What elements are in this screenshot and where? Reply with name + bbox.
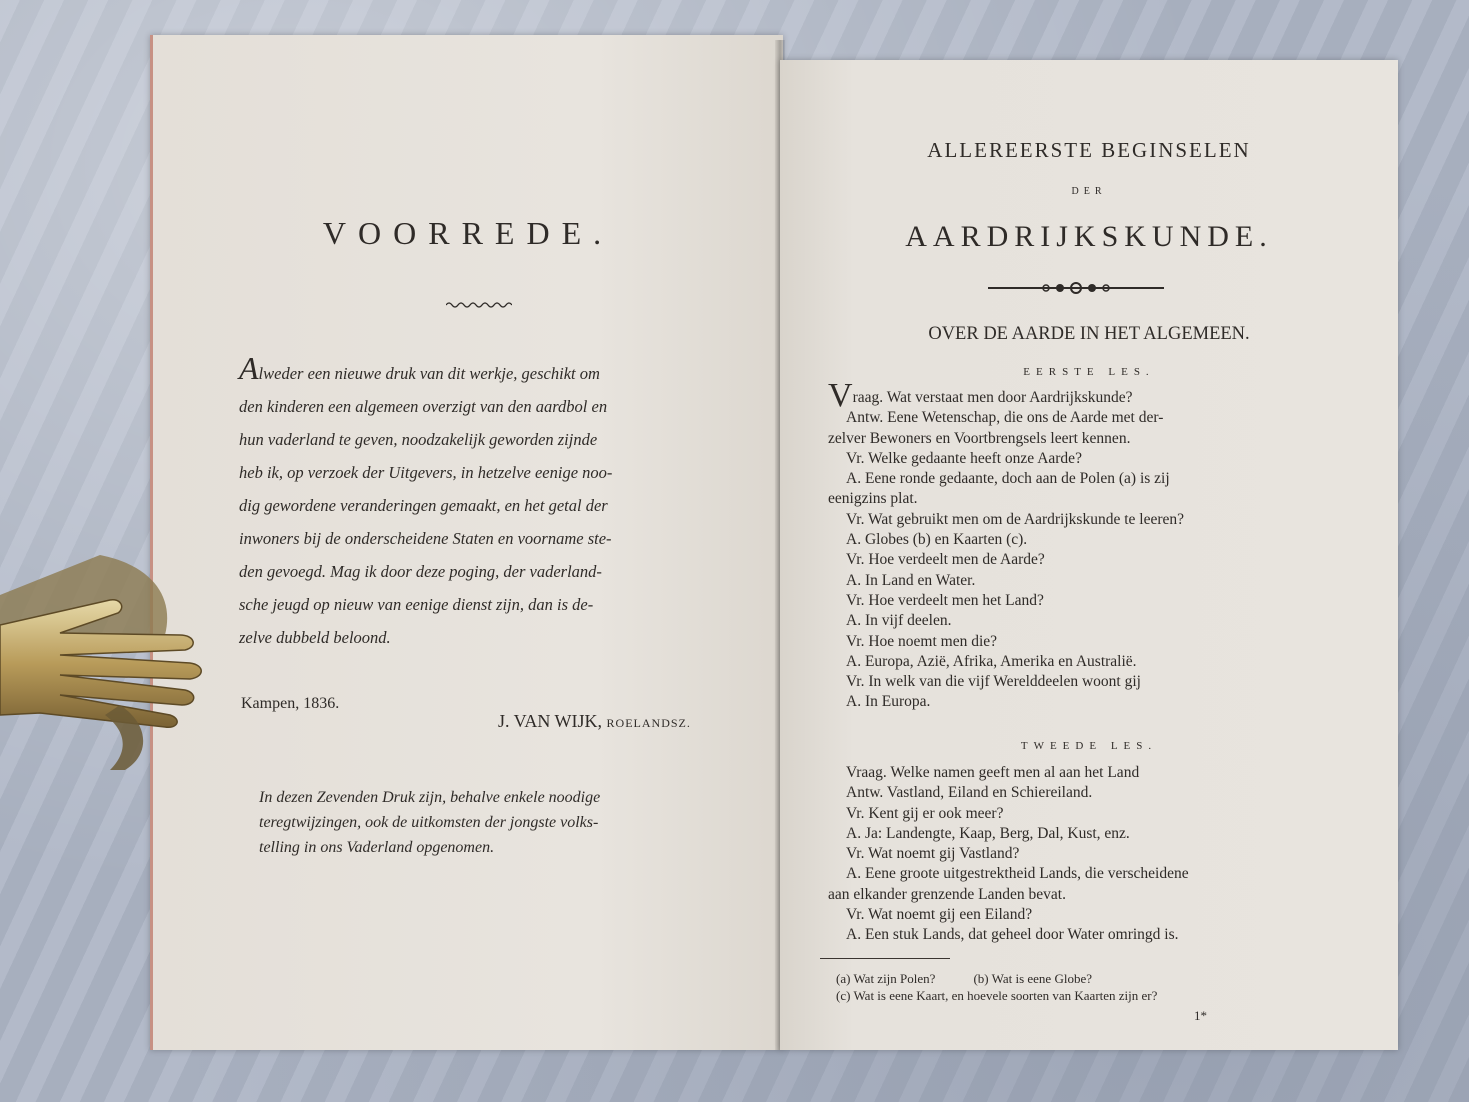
lesson-2-text — [828, 763, 1318, 946]
author-suffix: ROELANDSZ. — [606, 716, 691, 730]
qa-line: eenigzins plat. — [828, 490, 918, 508]
qa-line: A. Ja: Landengte, Kaap, Berg, Dal, Kust, enz. — [846, 824, 1130, 842]
qa-line: Antw. Vastland, Eiland en Schiereiland. — [846, 784, 1093, 802]
signature-mark: 1* — [1194, 1008, 1207, 1023]
qa-line: Antw. Eene Wetenschap, die ons de Aarde met der- — [846, 409, 1164, 427]
book-title-line-2: AARDRIJKSKUNDE. — [905, 220, 1273, 253]
note-line: In dezen Zevenden Druk zijn, behalve enkele noodige — [259, 789, 601, 806]
qa-line: A. Globes (b) en Kaarten (c). — [846, 531, 1028, 549]
footnote-b: (b) Wat is eene Globe? — [973, 971, 1092, 986]
author-name: J. VAN WIJK, — [498, 711, 603, 731]
qa-line: A. In vijf deelen. — [846, 612, 952, 630]
place-date: Kampen, 1836. — [241, 695, 340, 712]
qa-line: Vr. Kent gij er ook meer? — [846, 804, 1004, 822]
footnote-a: (a) Wat zijn Polen? — [836, 971, 936, 986]
preface-text — [239, 350, 729, 654]
qa-line: A. In Europa. — [846, 693, 931, 711]
preface-line: lweder een nieuwe druk van dit werkje, geschikt om — [258, 364, 600, 383]
qa-line: zelver Bewoners en Voortbrengsels leert kennen. — [828, 429, 1131, 447]
qa-line: A. In Land en Water. — [846, 571, 976, 589]
preface-line: inwoners bij de onderscheidene Staten en voorname ste- — [239, 529, 612, 548]
qa-line: Vr. Wat noemt gij een Eiland? — [846, 906, 1033, 924]
preface-line: dig gewordene veranderingen gemaakt, en het getal der — [239, 496, 608, 515]
preface-line: sche jeugd op nieuw van eenige dienst zijn, dan is de- — [239, 595, 594, 614]
lesson-1-title: EERSTE LES. — [1023, 366, 1155, 378]
book-title-line-1: ALLEREERSTE BEGINSELEN — [927, 138, 1251, 162]
qa-line: Vraag. Welke namen geeft men al aan het Land — [846, 764, 1140, 781]
qa-line: Vr. In welk van die vijf Werelddeelen woont gij — [846, 673, 1141, 691]
qa-line: Vr. Hoe verdeelt men het Land? — [846, 591, 1044, 609]
qa-line: A. Eene groote uitgestrektheid Lands, die verscheidene — [846, 865, 1189, 883]
qa-line: A. Een stuk Lands, dat geheel door Water omringd is. — [846, 926, 1179, 944]
left-page — [150, 35, 783, 1050]
author — [498, 711, 691, 732]
qa-line: aan elkander grenzende Landen bevat. — [828, 885, 1066, 903]
wavy-ornament-icon — [446, 301, 512, 309]
qa-line: Vr. Welke gedaante heeft onze Aarde? — [846, 449, 1082, 467]
qa-line: A. Europa, Azië, Afrika, Amerika en Australië. — [846, 652, 1137, 670]
footnotes — [836, 970, 1356, 1004]
qa-line: A. Eene ronde gedaante, doch aan de Polen (a) is zij — [846, 470, 1170, 488]
qa-line: Vr. Wat gebruikt men om de Aardrijkskunde te leeren? — [846, 510, 1185, 528]
preface-line: zelve dubbeld beloond. — [239, 628, 391, 647]
preface-line: den kinderen een algemeen overzigt van den aardbol en — [239, 397, 608, 416]
note-line: telling in ons Vaderland opgenomen. — [259, 839, 495, 856]
qa-line: Vr. Wat noemt gij Vastland? — [846, 845, 1020, 863]
hand-clip-icon — [0, 555, 210, 775]
book-title-der: DER — [1071, 186, 1107, 197]
section-title: OVER DE AARDE IN HET ALGEMEEN. — [928, 324, 1250, 344]
preface-line: hun vaderland te geven, noodzakelijk geworden zijnde — [239, 430, 598, 449]
edition-note — [259, 785, 729, 860]
lesson-2-title: TWEEDE LES. — [1020, 740, 1158, 752]
qa-line: Vr. Hoe noemt men die? — [846, 632, 998, 650]
drop-cap: V — [828, 377, 853, 414]
footnote-divider — [820, 958, 950, 959]
page-title: VOORREDE. — [322, 215, 614, 251]
right-page — [780, 60, 1398, 1050]
note-line: teregtwijzingen, ook de uitkomsten der jongste volks- — [259, 814, 599, 831]
scroll-ornament-icon — [988, 282, 1164, 294]
qa-line: raag. Wat verstaat men door Aardrijkskunde? — [852, 389, 1133, 406]
preface-line: den gevoegd. Mag ik door deze poging, der vaderland- — [239, 562, 602, 581]
preface-line: heb ik, op verzoek der Uitgevers, in hetzelve eenige noo- — [239, 463, 613, 482]
drop-cap: A — [239, 350, 259, 386]
qa-line: Vr. Hoe verdeelt men de Aarde? — [846, 551, 1045, 569]
footnote-c: (c) Wat is eene Kaart, en hoevele soorten van Kaarten zijn er? — [836, 988, 1158, 1003]
lesson-1-text — [828, 377, 1318, 713]
